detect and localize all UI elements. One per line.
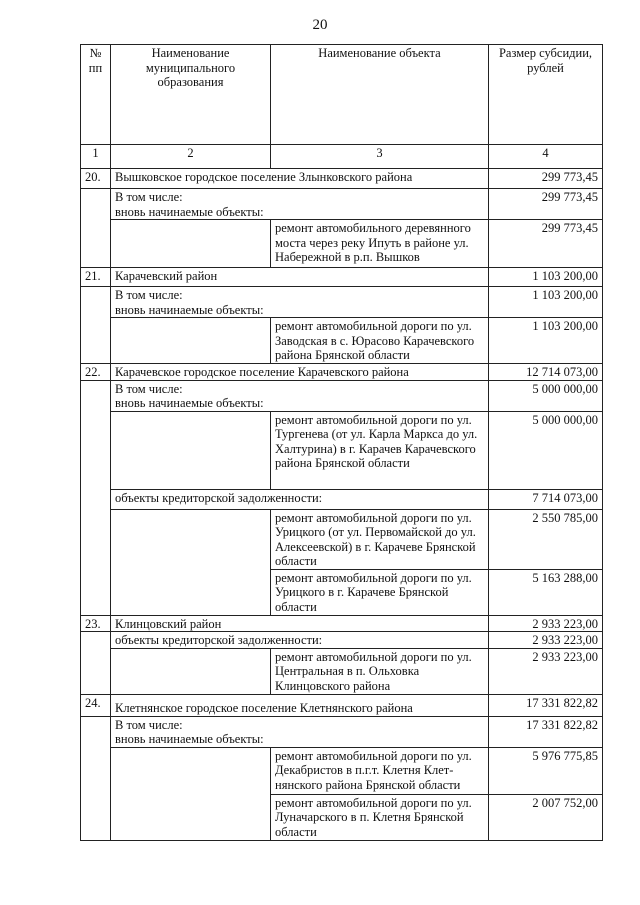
- subsidy-amount: 5 000 000,00: [489, 411, 603, 489]
- subsidy-amount: 7 714 073,00: [489, 489, 603, 509]
- table-row: [81, 380, 603, 411]
- column-number-row: [81, 145, 603, 169]
- municipality-name: Карачевское городское поселение Карачевского района: [111, 364, 489, 381]
- table-row: [81, 169, 603, 189]
- subsidy-amount: 2 933 223,00: [489, 632, 603, 649]
- table-row: [81, 509, 603, 569]
- object-name: ремонт автомобильной дороги по ул. Заводская в с. Юрасово Карачевского района Брянской области: [271, 318, 489, 364]
- new-objects-label: вновь начинаемые объекты:: [115, 302, 264, 317]
- empty-cell: [81, 380, 111, 615]
- new-objects-label: вновь начинаемые объекты:: [115, 732, 264, 746]
- new-objects-label: вновь начинаемые объекты:: [115, 204, 264, 219]
- subsidy-amount: 1 103 200,00: [489, 287, 603, 318]
- subtotal-label: [111, 380, 489, 411]
- subsidy-amount: 1 103 200,00: [489, 268, 603, 287]
- colnum-1: 1: [81, 145, 111, 169]
- empty-cell: [111, 411, 271, 489]
- table-row: [81, 747, 603, 794]
- table-row: [81, 318, 603, 364]
- table-row: [81, 716, 603, 747]
- object-name: ремонт автомобильной дороги по ул. Декабристов в п.г.т. Клетня Клет-нянского района Брянской области: [271, 747, 489, 794]
- subsidy-table: [80, 44, 603, 841]
- row-number: 24.: [81, 694, 111, 716]
- empty-cell: [111, 747, 271, 840]
- table-row: [81, 220, 603, 268]
- empty-cell: [111, 318, 271, 364]
- object-name: ремонт автомобильной дороги по ул. Урицкого (от ул. Первомайской до ул. Алексеевской) в г. Карачеве Брянской области: [271, 509, 489, 569]
- table-row: [81, 648, 603, 694]
- subsidy-amount: 17 331 822,82: [489, 694, 603, 716]
- empty-cell: [81, 287, 111, 364]
- subsidy-amount: 1 103 200,00: [489, 318, 603, 364]
- municipality-name: Вышковское городское поселение Злынковского района: [111, 169, 489, 189]
- new-objects-label: вновь начинаемые объекты:: [115, 396, 264, 410]
- subsidy-amount: 299 773,45: [489, 220, 603, 268]
- row-number: 20.: [81, 169, 111, 189]
- object-name: ремонт автомобильного деревянного моста через реку Ипуть в районе ул. Набережной в р.п. Вышков: [271, 220, 489, 268]
- subsidy-amount: 5 163 288,00: [489, 569, 603, 615]
- table-row: [81, 489, 603, 509]
- colnum-2: 2: [111, 145, 271, 169]
- table-row: [81, 411, 603, 489]
- creditor-debt-label: объекты кредиторской задолженности:: [111, 489, 489, 509]
- table-row: [81, 364, 603, 381]
- creditor-debt-label: объекты кредиторской задолженности:: [111, 632, 489, 649]
- including-label: В том числе:: [115, 190, 183, 204]
- including-label: В том числе:: [115, 381, 183, 396]
- table-row: [81, 287, 603, 318]
- object-name: ремонт автомобильной дороги по ул. Урицкого в г. Карачеве Брянской области: [271, 569, 489, 615]
- colnum-3: 3: [271, 145, 489, 169]
- object-name: ремонт автомобильной дороги по ул. Тургенева (от ул. Карла Маркса до ул. Халтурина) в г. Карачев Карачевского района Брянской области: [271, 411, 489, 489]
- object-name: ремонт автомобильной дороги по ул. Луначарского в п. Клетня Брянской области: [271, 794, 489, 840]
- header-municipality: Наименование муниципального образования: [111, 45, 271, 145]
- including-label: В том числе:: [115, 288, 183, 302]
- subsidy-amount: 299 773,45: [489, 189, 603, 220]
- subtotal-label: [111, 189, 489, 220]
- table-row: [81, 615, 603, 632]
- subsidy-amount: 5 000 000,00: [489, 380, 603, 411]
- header-subsidy: Размер субсидии, рублей: [489, 45, 603, 145]
- subsidy-amount: 2 007 752,00: [489, 794, 603, 840]
- municipality-name: Клинцовский район: [111, 615, 489, 632]
- subsidy-amount: 17 331 822,82: [489, 716, 603, 747]
- table-header-row: [81, 45, 603, 145]
- including-label: В том числе:: [115, 717, 183, 732]
- subsidy-amount: 2 933 223,00: [489, 615, 603, 632]
- empty-cell: [111, 648, 271, 694]
- subsidy-amount: 5 976 775,85: [489, 747, 603, 794]
- subsidy-amount: 12 714 073,00: [489, 364, 603, 381]
- row-number: 22.: [81, 364, 111, 381]
- page-number: 20: [312, 17, 328, 33]
- empty-cell: [111, 220, 271, 268]
- municipality-name: Карачевский район: [111, 268, 489, 287]
- empty-cell: [81, 189, 111, 268]
- subsidy-amount: 2 550 785,00: [489, 509, 603, 569]
- empty-cell: [81, 632, 111, 695]
- municipality-name: Клетнянское городское поселение Клетнянского района: [111, 694, 489, 716]
- table-row: [81, 268, 603, 287]
- object-name: ремонт автомобильной дороги по ул. Центральная в п. Ольховка Клинцовского района: [271, 648, 489, 694]
- table-row: [81, 632, 603, 649]
- subtotal-label: [111, 287, 489, 318]
- header-object: Наименование объекта: [271, 45, 489, 145]
- subsidy-amount: 2 933 223,00: [489, 648, 603, 694]
- row-number: 21.: [81, 268, 111, 287]
- header-number: № пп: [81, 45, 111, 145]
- row-number: 23.: [81, 615, 111, 632]
- colnum-4: 4: [489, 145, 603, 169]
- subsidy-amount: 299 773,45: [489, 169, 603, 189]
- empty-cell: [111, 509, 271, 615]
- table-row: [81, 189, 603, 220]
- empty-cell: [81, 716, 111, 840]
- subtotal-label: [111, 716, 489, 747]
- table-row: [81, 694, 603, 716]
